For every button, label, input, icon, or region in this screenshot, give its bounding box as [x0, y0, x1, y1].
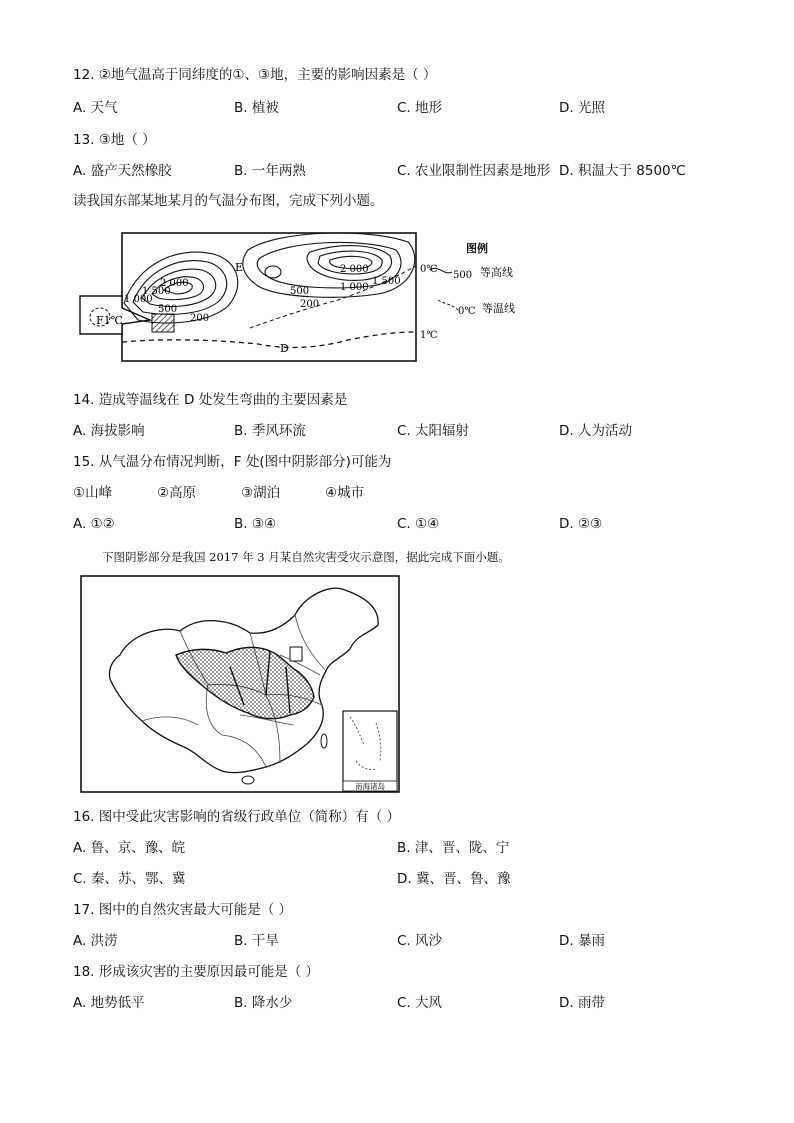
map-frame [122, 233, 416, 361]
intro-disaster-map: 下图阴影部分是我国 2017 年 3 月某自然灾害受灾示意图，据此完成下面小题。 [102, 550, 510, 564]
q18-option-c[interactable]: C. 大风 [397, 995, 443, 1011]
label-1c: 1℃ [420, 330, 438, 341]
q13-option-c[interactable]: C. 农业限制性因素是地形 [397, 163, 551, 179]
question-17-stem: 17. 图中的自然灾害最大可能是（ ） [73, 902, 293, 918]
q14-option-d[interactable]: D. 人为活动 [559, 423, 632, 439]
q16-option-c[interactable]: C. 秦、苏、鄂、冀 [73, 871, 186, 887]
q14-option-c[interactable]: C. 太阳辐射 [397, 423, 470, 439]
intro-temperature-map: 读我国东部某地某月的气温分布图，完成下列小题。 [73, 193, 384, 209]
small-peak-contour [265, 266, 281, 278]
q16-option-d[interactable]: D. 冀、晋、鲁、豫 [397, 871, 511, 887]
label-1500-left: 1 500 [142, 286, 171, 297]
isotherm-1c [122, 332, 416, 347]
q12-option-a[interactable]: A. 天气 [73, 100, 118, 116]
question-14-stem: 14. 造成等温线在 D 处发生弯曲的主要因素是 [73, 392, 348, 408]
inset-label: 南海诸岛 [355, 782, 385, 791]
q15-choice-2: ②高原 [157, 485, 197, 501]
q15-option-d[interactable]: D. ②③ [559, 516, 603, 532]
china-disaster-map [80, 575, 402, 795]
label-200-left: 200 [190, 313, 210, 324]
legend-contour-label: 等高线 [480, 266, 513, 279]
q15-choice-1: ①山峰 [73, 485, 113, 501]
label-f: F1℃ [96, 314, 123, 327]
label-d: D [280, 342, 289, 355]
question-15-stem: 15. 从气温分布情况判断，F 处(图中阴影部分)可能为 [73, 454, 392, 470]
legend-contour-value: 500 [453, 270, 473, 281]
legend-isotherm-label: 等温线 [482, 302, 515, 315]
legend-isotherm-symbol [438, 300, 458, 310]
q17-option-a[interactable]: A. 洪涝 [73, 933, 118, 949]
q15-option-b[interactable]: B. ③④ [234, 516, 277, 532]
q13-option-d[interactable]: D. 积温大于 8500℃ [559, 163, 686, 179]
temperature-distribution-figure [78, 228, 538, 368]
q13-option-a[interactable]: A. 盛产天然橡胶 [73, 163, 172, 179]
label-0c: 0℃ [420, 264, 438, 275]
label-1500-right: 1 500 [372, 276, 401, 287]
q14-option-a[interactable]: A. 海拔影响 [73, 423, 145, 439]
q15-option-c[interactable]: C. ①④ [397, 516, 440, 532]
legend-title: 图例 [466, 242, 488, 255]
q17-option-d[interactable]: D. 暴雨 [559, 933, 605, 949]
south-china-sea-inset [343, 711, 397, 791]
question-13-stem: 13. ③地（ ） [73, 132, 156, 148]
question-16-stem: 16. 图中受此灾害影响的省级行政单位（简称）有（ ） [73, 809, 401, 825]
legend-isotherm-value: 0℃ [458, 306, 476, 317]
q12-option-d[interactable]: D. 光照 [559, 100, 605, 116]
q18-option-b[interactable]: B. 降水少 [234, 995, 293, 1011]
beijing-tianjin-area [290, 647, 302, 661]
q13-option-b[interactable]: B. 一年两熟 [234, 163, 306, 179]
label-200-right: 200 [300, 299, 320, 310]
label-e: E [235, 261, 244, 274]
q17-option-c[interactable]: C. 风沙 [397, 933, 443, 949]
q16-option-b[interactable]: B. 津、晋、陇、宁 [397, 840, 510, 856]
q14-option-b[interactable]: B. 季风环流 [234, 423, 306, 439]
q12-option-c[interactable]: C. 地形 [397, 100, 443, 116]
q15-option-a[interactable]: A. ①② [73, 516, 115, 532]
question-18-stem: 18. 形成该灾害的主要原因最可能是（ ） [73, 964, 320, 980]
label-2000-right: 2 000 [340, 264, 369, 275]
label-1000-left: 1 000 [124, 294, 153, 305]
q17-option-b[interactable]: B. 干旱 [234, 933, 279, 949]
question-12-stem: 12. ②地气温高于同纬度的①、③地，主要的影响因素是（ ） [73, 67, 437, 83]
label-2000-left: 2 000 [160, 278, 189, 289]
q15-choice-3: ③湖泊 [241, 485, 281, 501]
q12-option-b[interactable]: B. 植被 [234, 100, 279, 116]
label-500-right: 500 [290, 286, 310, 297]
q18-option-a[interactable]: A. 地势低平 [73, 995, 145, 1011]
label-500-left: 500 [158, 304, 178, 315]
label-1000-right: 1 000 [340, 282, 369, 293]
q16-option-a[interactable]: A. 鲁、京、豫、皖 [73, 840, 186, 856]
q15-choice-4: ④城市 [325, 485, 365, 501]
q18-option-d[interactable]: D. 雨带 [559, 995, 605, 1011]
